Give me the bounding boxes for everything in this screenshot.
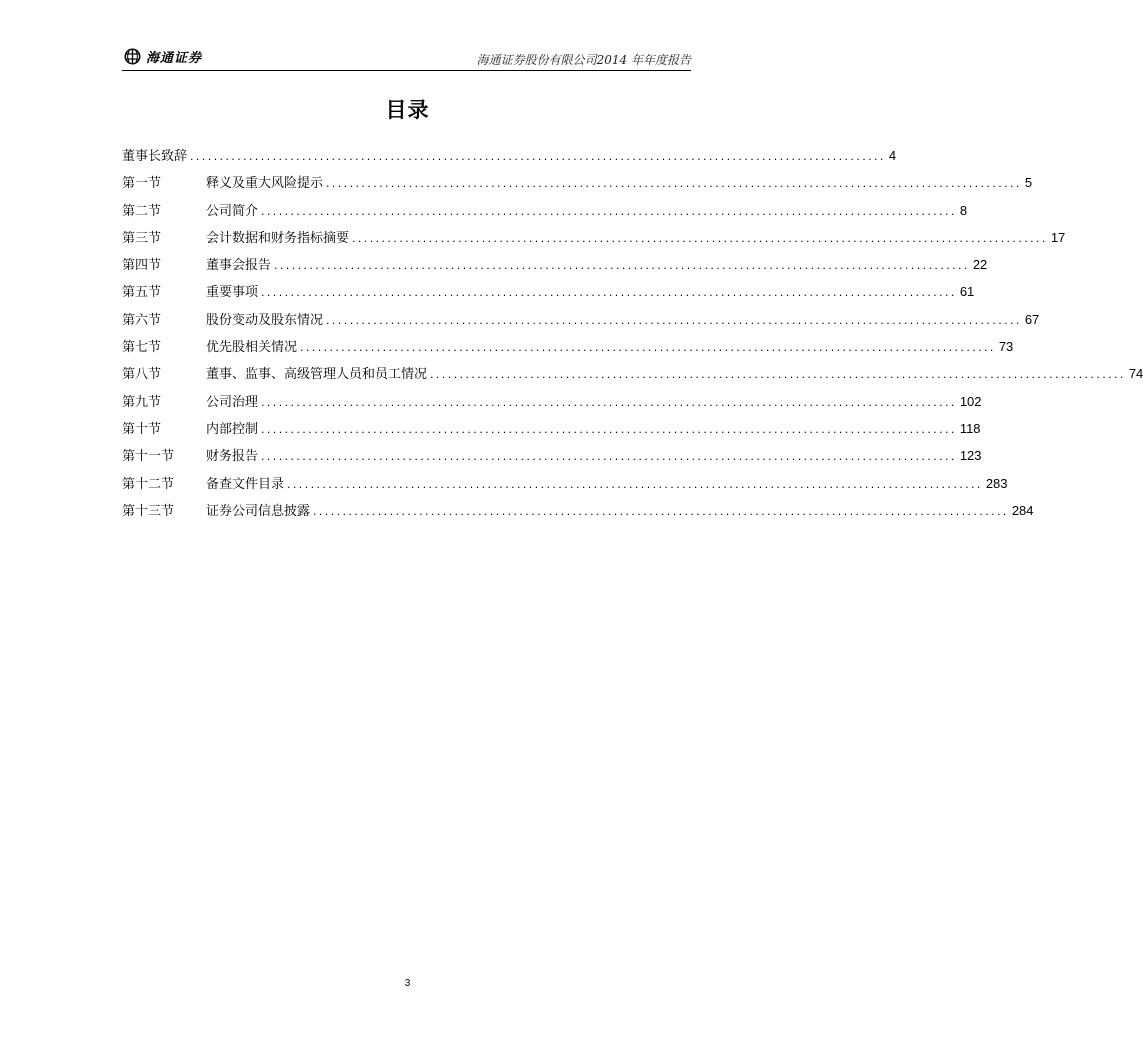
toc-entry-section-4[interactable] bbox=[122, 255, 988, 282]
toc-entry-section: 第五节 bbox=[122, 285, 162, 301]
toc-entry-page: 118 bbox=[959, 420, 981, 436]
dot-leader: ...................................................................................................................... bbox=[313, 504, 1009, 518]
toc-entry-section-10[interactable] bbox=[122, 419, 981, 446]
toc-entry-page: 61 bbox=[959, 284, 975, 300]
toc-entry-section-3[interactable] bbox=[122, 228, 1066, 255]
toc-entry-chairman-letter[interactable] bbox=[122, 146, 897, 173]
dot-leader: ...................................................................................................................... bbox=[287, 477, 983, 491]
toc-entry-title: 优先股相关情况 bbox=[206, 340, 298, 356]
toc-entry-page: 74 bbox=[1128, 366, 1143, 382]
page-number: 3 bbox=[404, 978, 411, 989]
dot-leader: ...................................................................................................................... bbox=[326, 313, 1022, 327]
toc-entry-page: 102 bbox=[959, 393, 982, 409]
toc-entry-section-13[interactable] bbox=[122, 501, 1034, 528]
toc-entry-title: 释义及重大风险提示 bbox=[206, 176, 324, 192]
toc-entry-title: 董事会报告 bbox=[206, 258, 272, 274]
toc-entry-section-7[interactable] bbox=[122, 337, 1014, 364]
toc-entry-section: 第七节 bbox=[122, 340, 162, 356]
dot-leader: ...................................................................................................................... bbox=[352, 231, 1048, 245]
toc-entry-title: 公司简介 bbox=[206, 203, 259, 219]
dot-leader: ...................................................................................................................... bbox=[190, 150, 886, 163]
dot-leader: ...................................................................................................................... bbox=[274, 259, 970, 273]
toc-entry-section: 第一节 bbox=[122, 176, 162, 192]
toc-entry-section-11[interactable] bbox=[122, 446, 982, 473]
toc-entry-title: 董事、监事、高级管理人员和员工情况 bbox=[206, 367, 428, 383]
toc-title: 目录 bbox=[385, 98, 430, 122]
toc-entry-section: 第八节 bbox=[122, 367, 162, 383]
toc-entry-page: 73 bbox=[998, 339, 1014, 355]
toc-entry-section-1[interactable] bbox=[122, 173, 1033, 200]
dot-leader: ...................................................................................................................... bbox=[430, 368, 1126, 382]
toc-entry-page: 67 bbox=[1024, 311, 1040, 327]
toc-entry-title: 会计数据和财务指标摘要 bbox=[206, 230, 350, 246]
toc-entry-page: 17 bbox=[1050, 229, 1066, 245]
haitong-globe-logo-icon bbox=[124, 48, 141, 65]
toc-entry-title: 证券公司信息披露 bbox=[206, 503, 311, 519]
toc-entry-title: 备查文件目录 bbox=[206, 476, 285, 492]
toc-entry-page: 284 bbox=[1011, 502, 1034, 518]
toc-entry-section: 第十一节 bbox=[122, 449, 175, 465]
company-logo bbox=[124, 47, 202, 66]
toc-entry-section: 第十二节 bbox=[122, 476, 175, 492]
report-title: 海通证券股份有限公司2014 年年度报告 bbox=[476, 53, 691, 67]
toc-entry-section: 第十节 bbox=[122, 421, 162, 437]
toc-entry-section-9[interactable] bbox=[122, 392, 982, 419]
dot-leader: ...................................................................................................................... bbox=[261, 422, 957, 436]
toc-entry-title: 内部控制 bbox=[206, 421, 259, 437]
toc-entry-section-5[interactable] bbox=[122, 282, 975, 309]
toc-entry-section-8[interactable] bbox=[122, 364, 1143, 391]
toc-entry-section: 第六节 bbox=[122, 312, 162, 328]
dot-leader: ...................................................................................................................... bbox=[261, 450, 957, 464]
toc-entry-page: 123 bbox=[959, 448, 982, 464]
toc-entry-section: 第九节 bbox=[122, 394, 162, 410]
toc-entry-section: 第四节 bbox=[122, 258, 162, 274]
toc-entry-title: 股份变动及股东情况 bbox=[206, 312, 324, 328]
toc-entry-section: 第二节 bbox=[122, 203, 162, 219]
toc-entry-page: 8 bbox=[959, 202, 968, 218]
toc-entry-section: 第三节 bbox=[122, 230, 162, 246]
toc-entry-section-12[interactable] bbox=[122, 474, 1008, 501]
logo-text: 海通证券 bbox=[146, 51, 203, 66]
toc-entry-section-2[interactable] bbox=[122, 201, 968, 228]
dot-leader: ...................................................................................................................... bbox=[261, 286, 957, 300]
toc-entry-section-6[interactable] bbox=[122, 310, 1040, 337]
toc-entry-page: 22 bbox=[972, 257, 988, 273]
table-of-contents bbox=[122, 146, 1143, 528]
dot-leader: ...................................................................................................................... bbox=[261, 204, 957, 218]
dot-leader: ...................................................................................................................... bbox=[261, 395, 957, 409]
toc-entry-page: 5 bbox=[1024, 175, 1033, 191]
toc-entry-page: 283 bbox=[985, 475, 1008, 491]
dot-leader: ...................................................................................................................... bbox=[300, 341, 996, 355]
toc-entry-section: 第十三节 bbox=[122, 503, 175, 519]
dot-leader: ...................................................................................................................... bbox=[326, 177, 1022, 191]
toc-entry-title: 董事长致辞 bbox=[122, 149, 188, 164]
page-header bbox=[122, 44, 691, 71]
toc-entry-title: 财务报告 bbox=[206, 449, 259, 465]
toc-entry-title: 重要事项 bbox=[206, 285, 259, 301]
toc-entry-page: 4 bbox=[888, 148, 897, 163]
toc-entry-title: 公司治理 bbox=[206, 394, 259, 410]
